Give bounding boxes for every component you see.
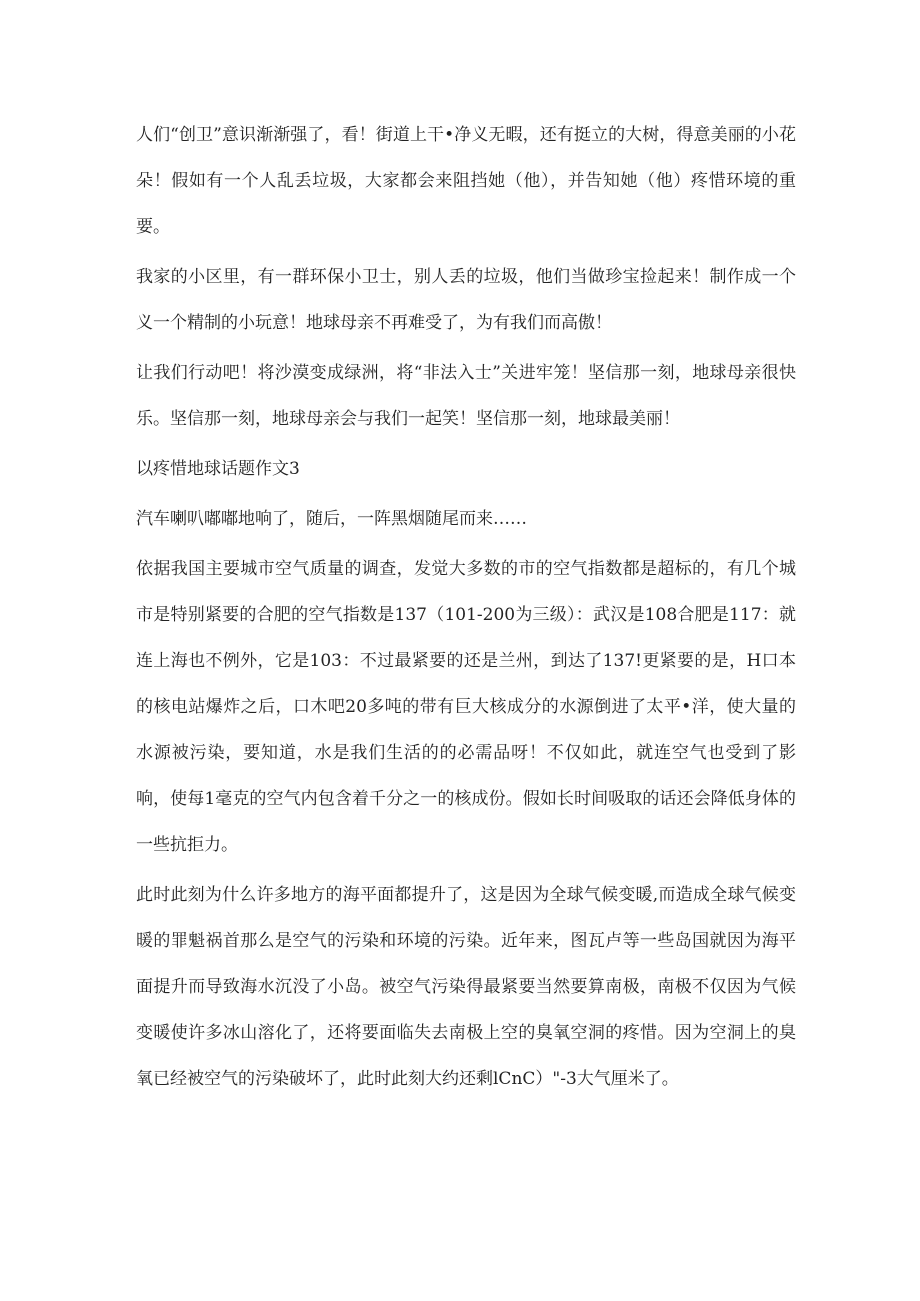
paragraph-1: 人们“创卫”意识渐渐强了，看！街道上干•净义无暇，还有挺立的大树，得意美丽的小花朵！假如有一个人乱丢垃圾，大家都会来阻挡她（他），并告知她（他）疼惜环境的重要。 xyxy=(136,125,796,237)
paragraph-2: 我家的小区里，有一群环保小卫士，别人丢的垃圾，他们当做珍宝捡起来！制作成一个义一个精制的小玩意！地球母亲不再难受了，为有我们而高傲！ xyxy=(136,267,796,333)
section-heading: 以疼惜地球话题作文3 xyxy=(136,459,300,479)
paragraph-6: 此时此刻为什么许多地方的海平面都提升了，这是因为全球气候变暖,而造成全球气候变暖的罪魁祸首那么是空气的污染和环境的污染。近年来，图瓦卢等一些岛国就因为海平面提升而导致海水沉没了小岛。被空气污染得最紧要当然要算南极，南极不仅因为气候变暖使许多冰山溶化了，还将要面临失去南极上空的臭氧空洞的疼惜。因为空洞上的臭氧已经被空气的污染破坏了，此时此刻大约还剩lCnC）"-3大气厘米了。 xyxy=(136,885,796,1089)
paragraph-4: 汽车喇叭嘟嘟地响了，随后，一阵黑烟随尾而来…… xyxy=(136,509,527,529)
document-body xyxy=(136,112,796,1102)
paragraph-5: 依据我国主要城市空气质量的调查，发觉大多数的市的空气指数都是超标的，有几个城市是特别紧要的合肥的空气指数是137（101-200为三级）：武汉是108合肥是117：就连上海也不例外，它是103：不过最紧要的还是兰州，到达了137!更紧要的是，H口本的核电站爆炸之后，口木吧20多吨的带有巨大核成分的水源倒进了太平•洋，使大量的水源被污染，要知道，水是我们生活的的必需品呀！不仅如此，就连空气也受到了影响，使每1毫克的空气内包含着千分之一的核成份。假如长时间吸取的话还会降低身体的一些抗拒力。 xyxy=(136,559,796,855)
paragraph-3: 让我们行动吧！将沙漠变成绿洲，将“非法入士”关进牢笼！坚信那一刻，地球母亲很快乐。坚信那一刻，地球母亲会与我们一起笑！坚信那一刻，地球最美丽！ xyxy=(136,363,796,429)
